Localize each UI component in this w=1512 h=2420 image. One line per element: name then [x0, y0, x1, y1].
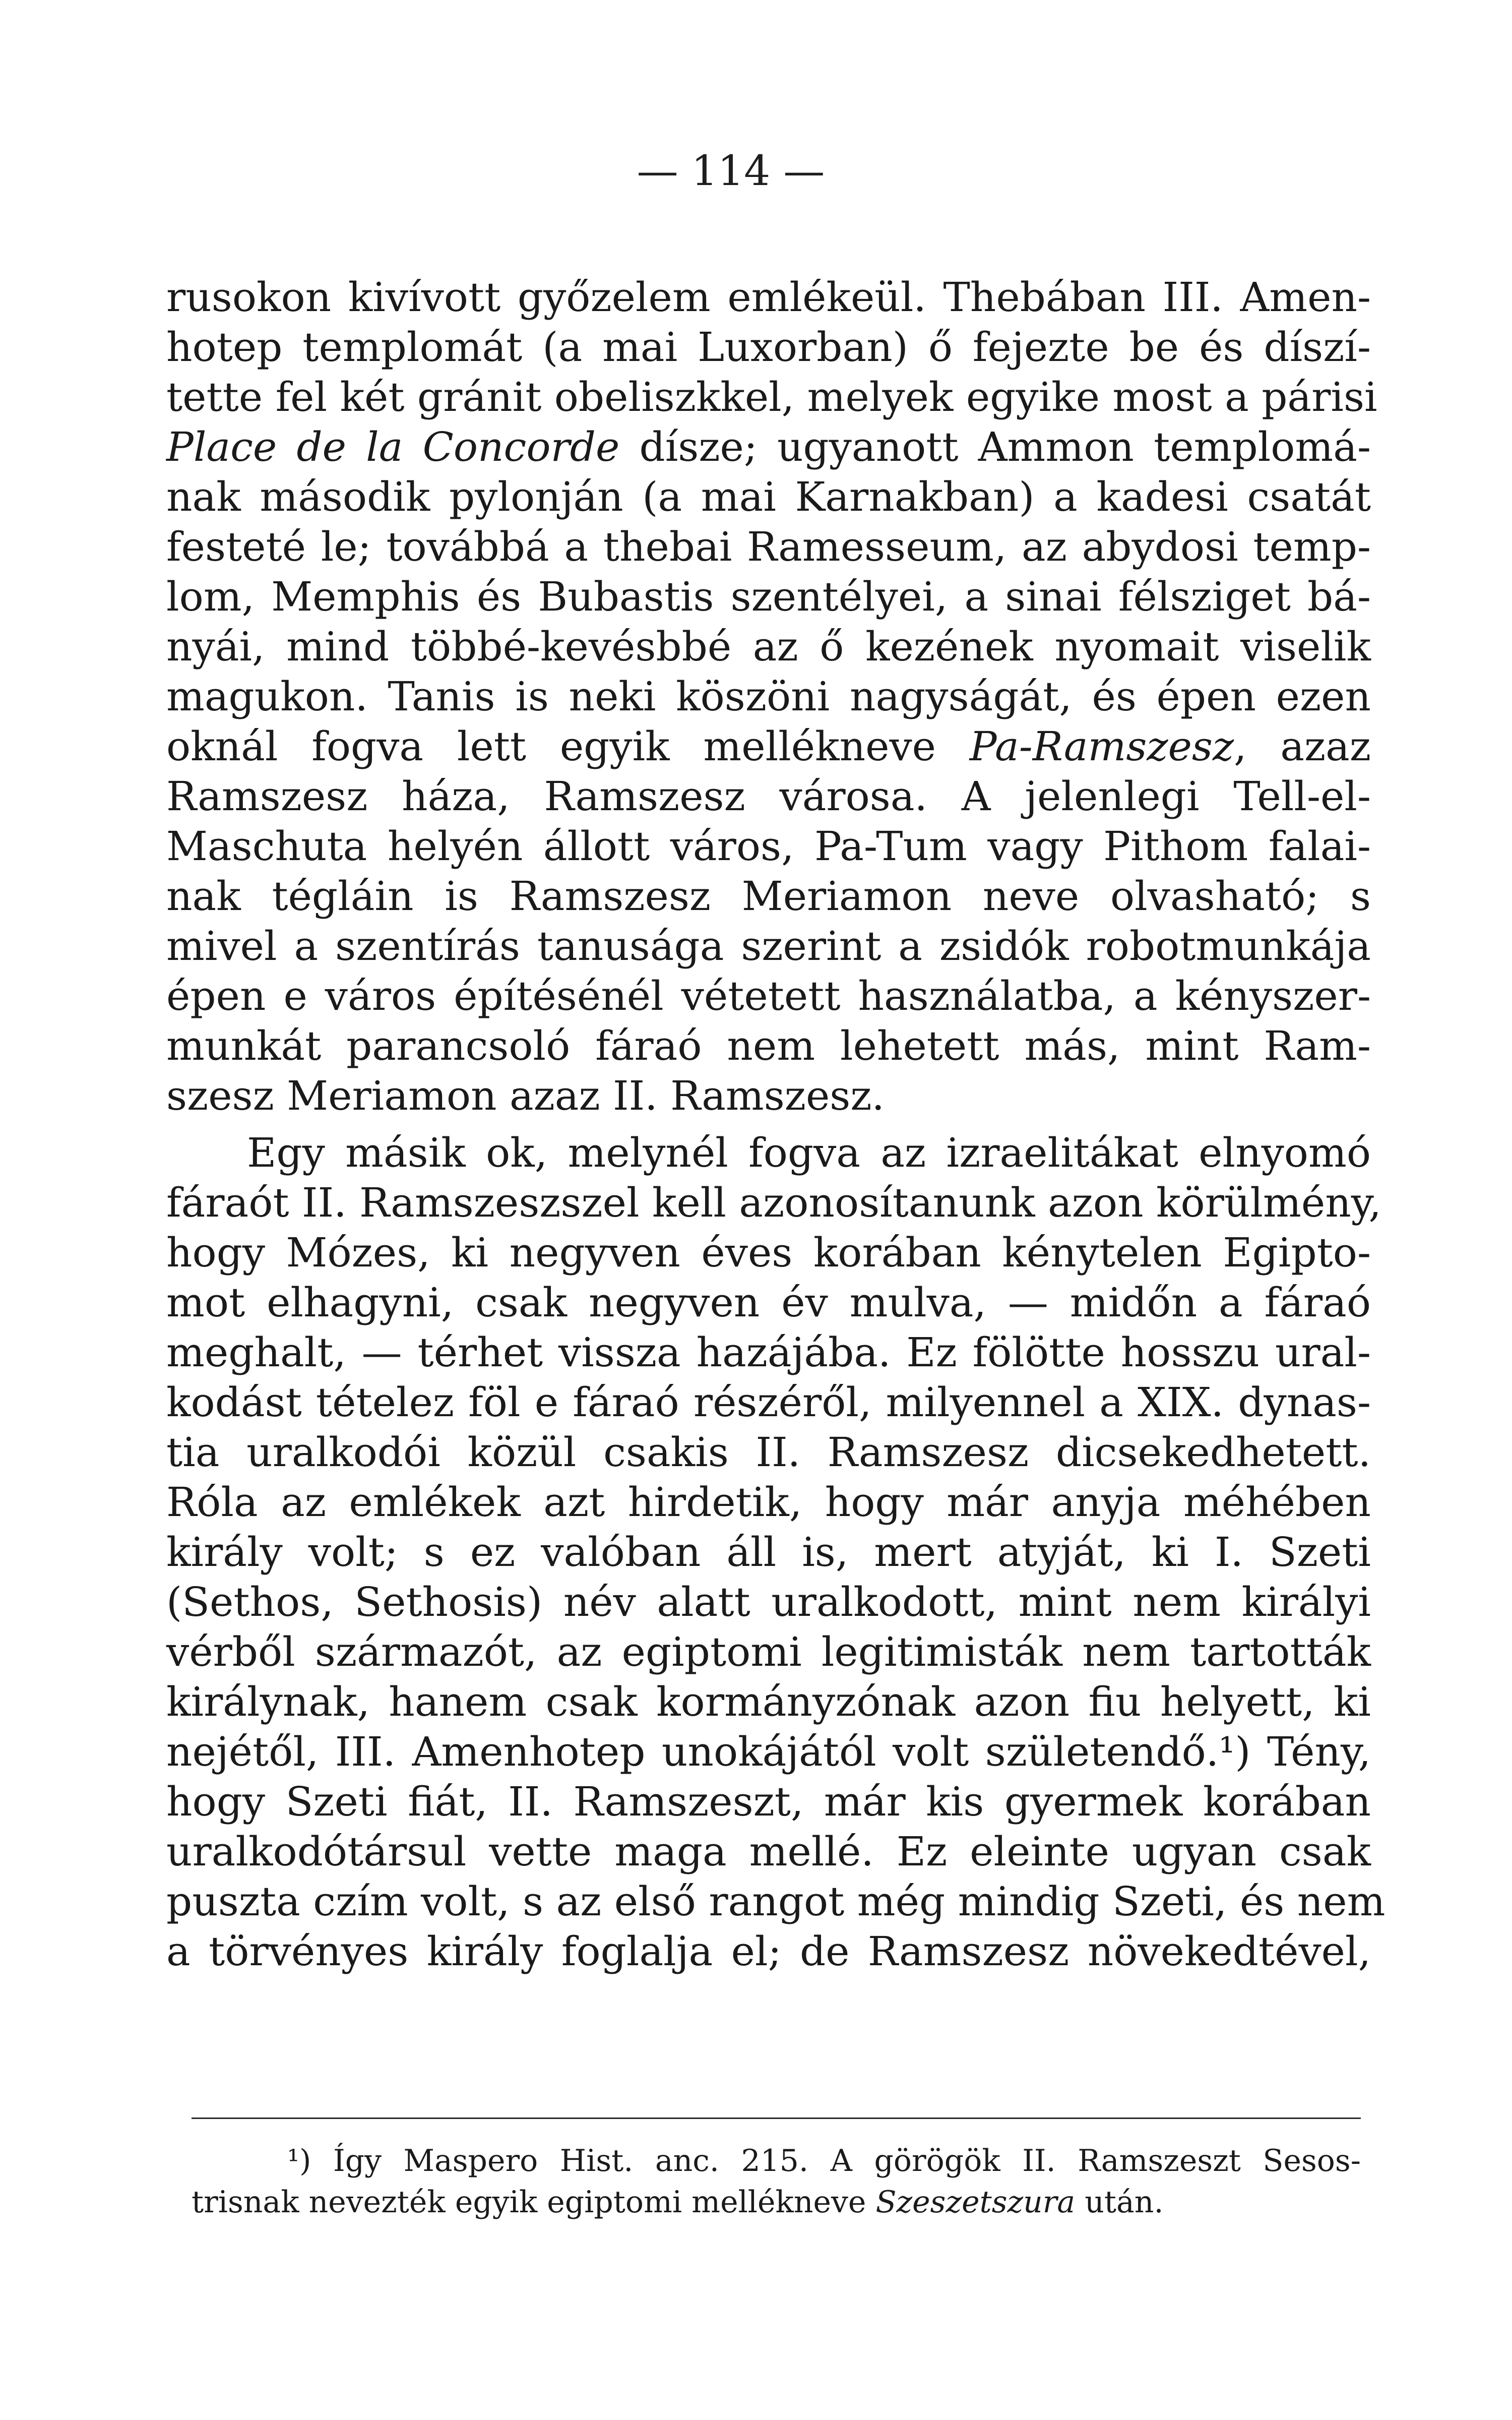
italic-phrase: Place de la Concorde	[166, 424, 620, 470]
footnote-line: trisnak nevezték egyik egiptomi mellékneve Szeszetszura után.	[192, 2185, 1164, 2220]
text-line: Róla az emlékek azt hirdetik, hogy már anyja méhében	[166, 1479, 1371, 1526]
text-line: hotep templomát (a mai Luxorban) ő fejezte be és díszí-	[166, 324, 1371, 371]
text-line: királynak, hanem csak kormányzónak azon fiu helyett, ki	[166, 1678, 1371, 1725]
text-line: fáraót II. Ramszeszszel kell azonosítanunk azon körülmény,	[166, 1179, 1381, 1226]
paragraph-gap	[166, 1121, 1371, 1128]
text-line: tette fel két gránit obeliszkkel, melyek egyike most a párisi	[166, 374, 1377, 420]
main-text	[166, 272, 1385, 1976]
text-line: nak második pylonján (a mai Karnakban) a kadesi csatát	[166, 473, 1371, 520]
text-line: uralkodótársul vette maga mellé. Ez eleinte ugyan csak	[166, 1828, 1371, 1875]
text-line: (Sethos, Sethosis) név alatt uralkodott, mint nem királyi	[166, 1579, 1371, 1625]
text-line: a törvényes király foglalja el; de Ramszesz növekedtével,	[166, 1928, 1371, 1975]
text-line: festeté le; továbbá a thebai Ramesseum, az abydosi temp-	[166, 523, 1371, 570]
text-line: Maschuta helyén állott város, Pa-Tum vagy Pithom falai-	[166, 823, 1371, 870]
text-line: nejétől, III. Amenhotep unokájától volt születendő.¹) Tény,	[166, 1728, 1371, 1775]
text-line: mot elhagyni, csak negyven év mulva, — midőn a fáraó	[166, 1279, 1371, 1326]
footnote	[192, 2140, 1361, 2223]
text-line: munkát parancsoló fáraó nem lehetett más, mint Ram-	[166, 1022, 1371, 1069]
page-number: — 114 —	[637, 147, 825, 195]
text-line: magukon. Tanis is neki köszöni nagyságát, és épen ezen	[166, 673, 1371, 720]
text-line: tia uralkodói közül csakis II. Ramszesz dicsekedhetett.	[166, 1429, 1371, 1476]
text-line: szesz Meriamon azaz II. Ramszesz.	[166, 1072, 885, 1119]
text-line: oknál fogva lett egyik mellékneve Pa-Ramszesz, azaz	[166, 723, 1371, 770]
text-line: nak tégláin is Ramszesz Meriamon neve olvasható; s	[166, 873, 1371, 920]
text-line: vérből származót, az egiptomi legitimisták nem tartották	[166, 1628, 1371, 1675]
text-line: lom, Memphis és Bubastis szentélyei, a sinai félsziget bá-	[166, 573, 1371, 620]
text-line: hogy Mózes, ki negyven éves korában kénytelen Egipto-	[166, 1229, 1371, 1276]
text-line: nyái, mind többé-kevésbbé az ő kezének nyomait viselik	[166, 623, 1371, 670]
text-line: Place de la Concorde dísze; ugyanott Ammon templomá-	[166, 424, 1371, 470]
text-line: király volt; s ez valóban áll is, mert atyját, ki I. Szeti	[166, 1529, 1371, 1576]
text-line: Ramszesz háza, Ramszesz városa. A jelenlegi Tell-el-	[166, 773, 1371, 820]
italic-phrase: Szeszetszura	[875, 2185, 1076, 2220]
text-line: Egy másik ok, melynél fogva az izraelitákat elnyomó	[247, 1129, 1371, 1176]
text-line: hogy Szeti fiát, II. Ramszeszt, már kis gyermek korában	[166, 1778, 1371, 1825]
footnote-divider	[192, 2118, 1361, 2119]
text-line: meghalt, — térhet vissza hazájába. Ez fölötte hosszu ural-	[166, 1329, 1371, 1376]
text-line: épen e város építésénél vétetett használatba, a kényszer-	[166, 973, 1371, 1019]
footnote-line: ¹) Így Maspero Hist. anc. 215. A görögök II. Ramszeszt Sesos-	[287, 2143, 1361, 2179]
text-line: mivel a szentírás tanusága szerint a zsidók robotmunkája	[166, 923, 1371, 970]
text-line: kodást tételez föl e fáraó részéről, milyennel a XIX. dynas-	[166, 1379, 1371, 1426]
text-line: rusokon kivívott győzelem emlékeül. Thebában III. Amen-	[166, 274, 1371, 321]
text-line: puszta czím volt, s az első rangot még mindig Szeti, és nem	[166, 1878, 1385, 1925]
italic-phrase: Pa-Ramszesz	[969, 723, 1234, 770]
